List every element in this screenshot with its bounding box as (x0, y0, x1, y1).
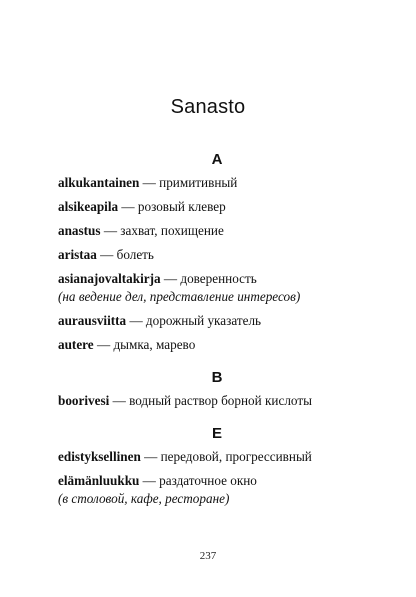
entry-definition: захват, похищение (120, 223, 224, 238)
section-e (58, 424, 376, 508)
entry-separator: — (93, 337, 114, 352)
entry-term: boorivesi (58, 393, 110, 408)
entry-term: anastus (58, 223, 101, 238)
entry-term: asianajovaltakirja (58, 271, 161, 286)
entry-term: alsikeapila (58, 199, 119, 214)
glossary-entry (58, 312, 376, 330)
entry-separator: — (126, 313, 146, 328)
entry-term: aristaa (58, 247, 97, 262)
glossary-entry (58, 336, 376, 354)
entry-definition: дорожный указатель (145, 313, 262, 328)
glossary-entry (58, 174, 376, 192)
glossary-entry (58, 472, 376, 508)
section-b (58, 368, 376, 410)
entry-definition: передовой, прогрессивный (160, 449, 312, 464)
entry-separator: — (118, 199, 138, 214)
glossary-entry (58, 448, 376, 466)
entry-term: alkukantainen (58, 175, 140, 190)
glossary (58, 150, 376, 514)
entry-definition: водный раствор борной кислоты (129, 393, 312, 408)
entry-definition: доверенность (180, 271, 257, 286)
entry-definition: болеть (116, 247, 154, 262)
section-letter: B (211, 369, 223, 386)
entry-separator: — (139, 175, 160, 190)
entry-separator: — (139, 473, 160, 488)
entry-definition: примитивный (159, 175, 238, 190)
entry-term: autere (58, 337, 94, 352)
entry-term: aurausviitta (58, 313, 127, 328)
glossary-entry (58, 246, 376, 264)
entry-separator: — (140, 449, 161, 464)
section-a (58, 150, 376, 354)
entry-term: edistyksellinen (58, 449, 141, 464)
page-number: 237 (199, 550, 217, 562)
entry-separator: — (160, 271, 181, 286)
page-title: Sanasto (170, 96, 246, 118)
glossary-entry (58, 222, 376, 240)
glossary-entry (58, 392, 376, 410)
glossary-entry (58, 198, 376, 216)
entry-separator: — (100, 223, 121, 238)
entry-term: elämänluukku (58, 473, 140, 488)
entry-separator: — (109, 393, 130, 408)
entry-separator: — (96, 247, 117, 262)
entry-definition: розовый клевер (137, 199, 226, 214)
entry-note: (на ведение дел, представление интересов) (58, 289, 301, 304)
glossary-entry (58, 270, 376, 306)
entry-definition: дымка, марево (113, 337, 196, 352)
section-letter: E (211, 425, 222, 442)
entry-note: (в столовой, кафе, ресторане) (58, 491, 230, 506)
section-letter: A (211, 151, 223, 168)
entry-definition: раздаточное окно (159, 473, 257, 488)
